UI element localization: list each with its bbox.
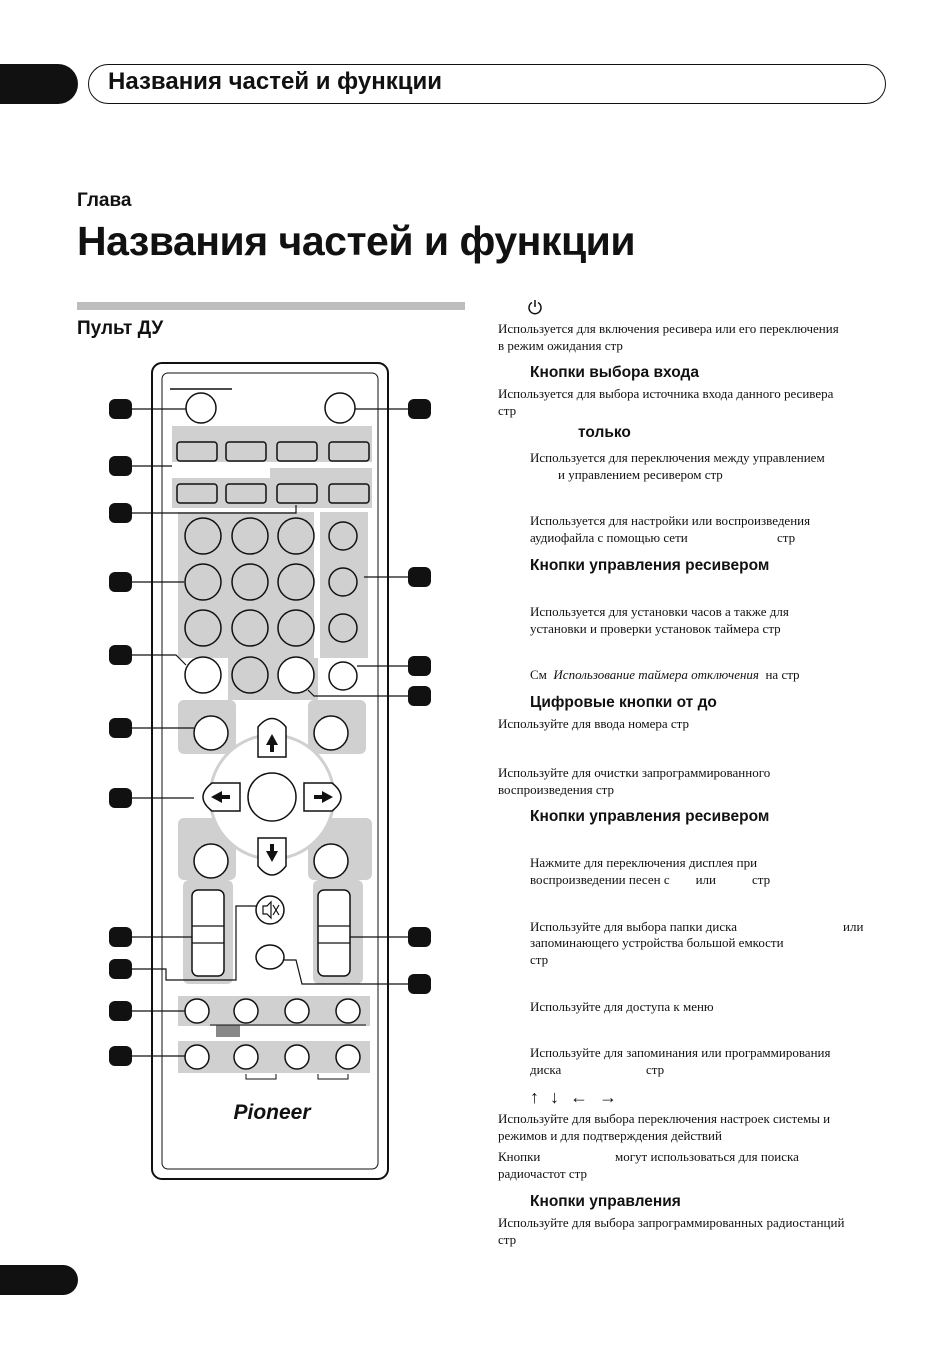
clock-description-line-2: установки и проверки установок таймера стр bbox=[530, 621, 781, 636]
power-description-line-1: Используется для включения ресивера или его переключения bbox=[498, 321, 839, 336]
section-rule bbox=[77, 302, 465, 310]
preset-description-line-1: Используйте для выбора запрограммированных радиостанций bbox=[498, 1215, 845, 1230]
memory-description-line-2a: диска bbox=[530, 1062, 562, 1077]
display-description-line-2: воспроизведении песен с или стр bbox=[530, 872, 771, 887]
only-description-line-1: Используется для переключения между управлением bbox=[530, 450, 825, 465]
audio-description-line-2: аудиофайла с помощью сети bbox=[530, 530, 688, 545]
folder-description-or: или bbox=[843, 919, 864, 934]
audio-description-page: стр bbox=[777, 530, 796, 545]
menu-description: Используйте для доступа к меню bbox=[530, 999, 714, 1014]
tune-description-line-1b: могут использоваться для поиска bbox=[615, 1149, 799, 1164]
control-buttons-heading: Кнопки управления bbox=[530, 1193, 681, 1210]
tune-description-line-1a: Кнопки bbox=[498, 1149, 541, 1164]
receiver-controls-heading-2: Кнопки управления ресивером bbox=[530, 808, 770, 825]
arrows-description-line-2: режимов и для подтверждения действий bbox=[498, 1128, 722, 1143]
header-tab-marker bbox=[0, 64, 78, 104]
only-heading: только bbox=[578, 424, 631, 441]
clear-description-line-1: Используйте для очистки запрограммированного bbox=[498, 765, 771, 780]
preset-description-line-2: стр bbox=[498, 1232, 517, 1247]
chapter-label: Глава bbox=[77, 190, 132, 211]
memory-description-line-1: Используйте для запоминания или программирования bbox=[530, 1045, 831, 1060]
power-icon bbox=[527, 299, 543, 315]
clear-description-line-2: воспроизведения стр bbox=[498, 782, 614, 797]
folder-description-line-1: Используйте для выбора папки диска bbox=[530, 919, 737, 934]
memory-description-line-2b: стр bbox=[646, 1062, 665, 1077]
tune-description-line-2: радиочастот стр bbox=[498, 1166, 587, 1181]
header-title: Названия частей и функции bbox=[108, 68, 442, 95]
audio-description-line-1: Используется для настройки или воспроизведения bbox=[530, 513, 811, 528]
clock-description-line-1: Используется для установки часов а также для bbox=[530, 604, 789, 619]
display-description-line-1: Нажмите для переключения дисплея при bbox=[530, 855, 758, 870]
digit-buttons-heading: Цифровые кнопки от до bbox=[530, 694, 717, 711]
power-description-line-2: в режим ожидания стр bbox=[498, 338, 623, 353]
folder-description-line-3: стр bbox=[530, 952, 549, 967]
section-title: Пульт ДУ bbox=[77, 318, 164, 339]
remote-control-illustration bbox=[100, 360, 440, 1190]
arrow-keys-icon: ↑ ↓ ← → bbox=[530, 1087, 621, 1107]
only-description-line-2: и управлением ресивером стр bbox=[558, 467, 723, 482]
page-title: Названия частей и функции bbox=[77, 218, 636, 264]
receiver-controls-heading: Кнопки управления ресивером bbox=[530, 557, 770, 574]
footer-page-marker bbox=[0, 1265, 78, 1295]
arrows-description-line-1: Используйте для выбора переключения настроек системы и bbox=[498, 1111, 831, 1126]
brand-logo: Pioneer bbox=[233, 1101, 311, 1124]
input-description-line-2: стр bbox=[498, 403, 517, 418]
digits-description: Используйте для ввода номера стр bbox=[498, 716, 689, 731]
folder-description-line-2: запоминающего устройства большой емкости bbox=[530, 935, 784, 950]
sleep-reference: См Использование таймера отключения на стр bbox=[530, 667, 800, 682]
input-buttons-heading: Кнопки выбора входа bbox=[530, 364, 699, 381]
input-description-line-1: Используется для выбора источника входа данного ресивера bbox=[498, 386, 834, 401]
